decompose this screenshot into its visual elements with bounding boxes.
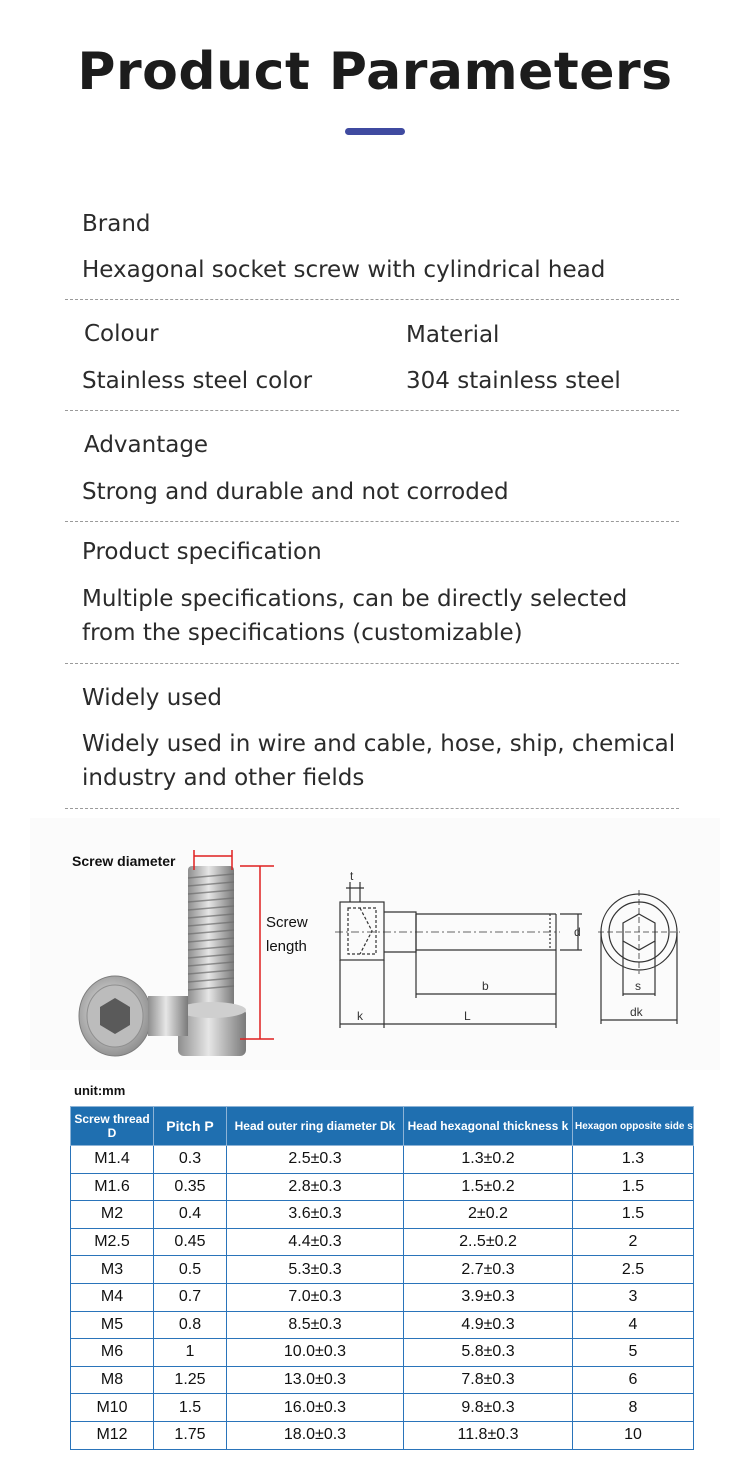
dim-s: s	[635, 979, 641, 993]
table-cell: 2±0.2	[404, 1201, 573, 1229]
table-cell: 0.4	[154, 1201, 227, 1229]
colour-value: Stainless steel color	[82, 368, 313, 394]
screw-length-label: Screw length	[266, 914, 308, 955]
col-header-k: Head hexagonal thickness k	[404, 1107, 573, 1146]
table-row	[71, 1283, 694, 1311]
table-cell: 0.7	[154, 1283, 227, 1311]
table-cell: 2.5	[573, 1256, 694, 1284]
table-cell: 9.8±0.3	[404, 1394, 573, 1422]
specification-label: Product specification	[82, 539, 322, 565]
table-cell: 4.9±0.3	[404, 1311, 573, 1339]
col-header-dk: Head outer ring diameter Dk	[227, 1107, 404, 1146]
table-cell: 1.5	[573, 1173, 694, 1201]
table-row	[71, 1394, 694, 1422]
table-row	[71, 1339, 694, 1367]
table-row	[71, 1173, 694, 1201]
table-cell: M5	[71, 1311, 154, 1339]
table-cell: 1.25	[154, 1366, 227, 1394]
table-cell: 7.0±0.3	[227, 1283, 404, 1311]
table-cell: 4	[573, 1311, 694, 1339]
table-cell: 4.4±0.3	[227, 1228, 404, 1256]
table-cell: M1.4	[71, 1146, 154, 1174]
dim-b: b	[482, 979, 489, 993]
table-cell: 0.8	[154, 1311, 227, 1339]
divider	[65, 521, 679, 522]
table-row	[71, 1366, 694, 1394]
table-cell: 1.3±0.2	[404, 1146, 573, 1174]
advantage-value: Strong and durable and not corroded	[82, 479, 509, 505]
table-cell: 8.5±0.3	[227, 1311, 404, 1339]
dim-dk: dk	[630, 1005, 643, 1019]
table-row	[71, 1228, 694, 1256]
table-row	[71, 1146, 694, 1174]
title-underline	[345, 128, 405, 135]
screw-photo	[79, 866, 246, 1056]
colour-label: Colour	[84, 321, 159, 347]
table-cell: 13.0±0.3	[227, 1366, 404, 1394]
specification-value: Multiple specifications, can be directly selected from the specifications (customizable)	[82, 586, 628, 646]
table-cell: 1.5±0.2	[404, 1173, 573, 1201]
table-cell: 3	[573, 1283, 694, 1311]
table-cell: 2	[573, 1228, 694, 1256]
table-cell: 5.8±0.3	[404, 1339, 573, 1367]
dim-t: t	[350, 869, 354, 883]
divider	[65, 410, 679, 411]
table-cell: 1.3	[573, 1146, 694, 1174]
table-row	[71, 1201, 694, 1229]
advantage-label: Advantage	[84, 432, 209, 458]
table-cell: M1.6	[71, 1173, 154, 1201]
table-cell: 0.45	[154, 1228, 227, 1256]
screw-diameter-label: Screw diameter	[72, 853, 176, 869]
table-cell: M10	[71, 1394, 154, 1422]
specification-table	[70, 1106, 694, 1450]
unit-label: unit:mm	[74, 1083, 126, 1098]
table-cell: 2.5±0.3	[227, 1146, 404, 1174]
table-row	[71, 1311, 694, 1339]
table-cell: 0.5	[154, 1256, 227, 1284]
table-cell: 16.0±0.3	[227, 1394, 404, 1422]
dim-L: L	[464, 1009, 471, 1023]
table-cell: 18.0±0.3	[227, 1421, 404, 1449]
table-header-row	[71, 1107, 694, 1146]
table-cell: 5.3±0.3	[227, 1256, 404, 1284]
usage-label: Widely used	[82, 685, 222, 711]
table-cell: 0.35	[154, 1173, 227, 1201]
table-cell: 1	[154, 1339, 227, 1367]
material-value: 304 stainless steel	[406, 368, 621, 394]
table-cell: 0.3	[154, 1146, 227, 1174]
material-label: Material	[406, 322, 500, 348]
technical-drawing	[335, 882, 680, 1028]
page-title: Product Parameters	[77, 42, 673, 102]
table-cell: M4	[71, 1283, 154, 1311]
divider	[65, 808, 679, 809]
table-cell: M6	[71, 1339, 154, 1367]
table-cell: 10.0±0.3	[227, 1339, 404, 1367]
table-cell: M12	[71, 1421, 154, 1449]
table-cell: 1.5	[154, 1394, 227, 1422]
table-cell: M8	[71, 1366, 154, 1394]
col-header-pitch: Pitch P	[154, 1107, 227, 1146]
divider	[65, 299, 679, 300]
table-cell: 2..5±0.2	[404, 1228, 573, 1256]
table-cell: 7.8±0.3	[404, 1366, 573, 1394]
table-cell: 6	[573, 1366, 694, 1394]
col-header-thread: Screw thread D	[71, 1107, 154, 1146]
table-cell: 2.8±0.3	[227, 1173, 404, 1201]
table-cell: 8	[573, 1394, 694, 1422]
brand-label: Brand	[82, 211, 151, 237]
screw-illustration	[30, 818, 720, 1070]
table-row	[71, 1421, 694, 1449]
table-cell: 3.9±0.3	[404, 1283, 573, 1311]
usage-value: Widely used in wire and cable, hose, ship, chemical industry and other fields	[82, 731, 676, 791]
table-cell: M2	[71, 1201, 154, 1229]
brand-value: Hexagonal socket screw with cylindrical head	[82, 257, 606, 283]
table-cell: 3.6±0.3	[227, 1201, 404, 1229]
table-cell: M2.5	[71, 1228, 154, 1256]
table-cell: 2.7±0.3	[404, 1256, 573, 1284]
table-cell: 1.5	[573, 1201, 694, 1229]
dim-k: k	[357, 1009, 363, 1023]
divider	[65, 663, 679, 664]
col-header-s: Hexagon opposite side s	[573, 1107, 694, 1146]
table-cell: 10	[573, 1421, 694, 1449]
table-cell: 11.8±0.3	[404, 1421, 573, 1449]
table-row	[71, 1256, 694, 1284]
table-cell: 1.75	[154, 1421, 227, 1449]
table-cell: M3	[71, 1256, 154, 1284]
table-cell: 5	[573, 1339, 694, 1367]
dim-d: d	[574, 925, 581, 939]
